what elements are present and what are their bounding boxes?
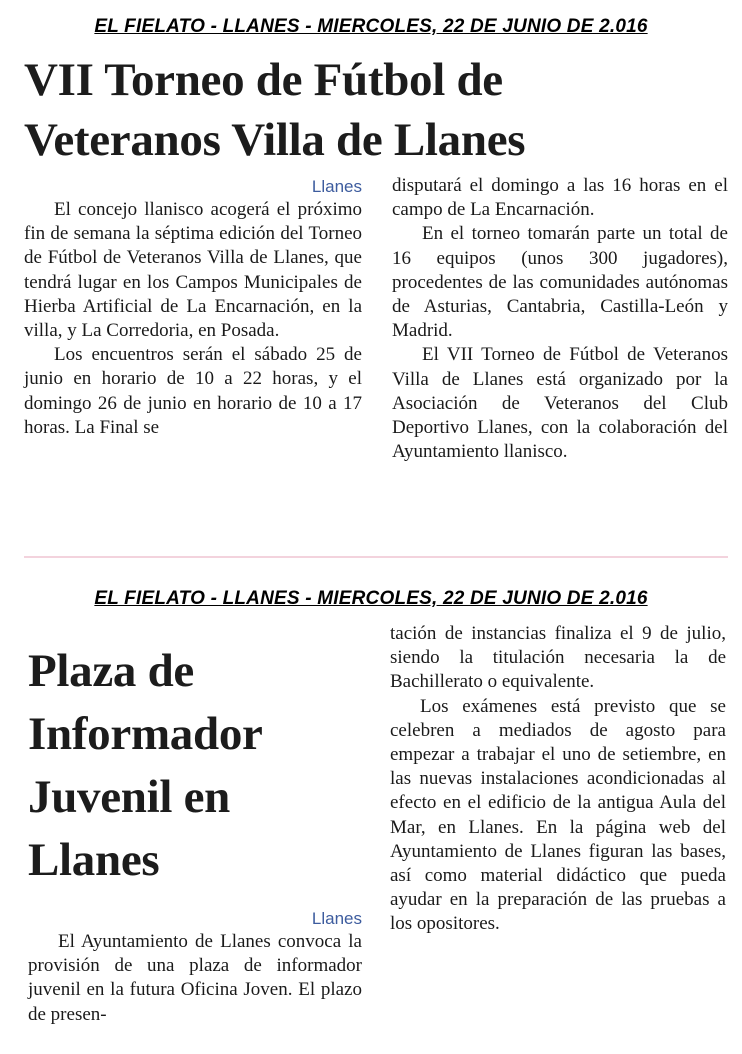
article1-headline-line2: Veteranos Villa de Llanes — [24, 114, 526, 166]
article2-paragraph: Los exámenes está previsto que se celebren a mediados de agosto para empezar a trabajar el uno de setiembre, en las nuevas instalaciones acondicionadas al efecto en el edificio de la antigua Aula del Mar, en Llanes. En la página web del Ayuntamiento de Llanes figuran las bases, así como material didáctico que pueda ayudar en la preparación de las pruebas a los opositores. — [390, 695, 726, 935]
article1-dateline: EL FIELATO - LLANES - MIERCOLES, 22 DE JUNIO DE 2.016 — [94, 16, 648, 37]
article2-headline — [28, 640, 263, 892]
article1-paragraph: En el torneo tomarán parte un total de 16 equipos (unos 300 jugadores), procedentes de las comunidades autónomas de Asturias, Cantabria, Castilla-León y Madrid. — [392, 223, 728, 342]
article1-headline — [24, 50, 525, 170]
article2-paragraph: tación de instancias finaliza el 9 de julio, siendo la titulación necesaria la de Bachillerato o equivalente. — [390, 623, 726, 693]
article2-headline-line2: Informador — [28, 708, 263, 760]
article2-paragraph: El Ayuntamiento de Llanes convoca la provisión de una plaza de informador juvenil en la futura Oficina Joven. El plazo de presen- — [28, 931, 362, 1025]
article1-paragraph: El VII Torneo de Fútbol de Veteranos Villa de Llanes está organizado por la Asociación de Veteranos del Club Deportivo Llanes, con la colaboración del Ayuntamiento llanisco. — [392, 344, 728, 463]
article1-column-2 — [392, 174, 728, 464]
article2-column-1 — [28, 908, 362, 1027]
section-divider — [24, 556, 728, 558]
article2-dateline: EL FIELATO - LLANES - MIERCOLES, 22 DE JUNIO DE 2.016 — [94, 588, 648, 609]
article2-location: Llanes — [311, 909, 362, 928]
article1-paragraph: disputará el domingo a las 16 horas en el campo de La Encarnación. — [392, 175, 728, 221]
article1-paragraph: Los encuentros serán el sábado 25 de junio en horario de 10 a 22 horas, y el domingo 26 de junio en horario de 10 a 17 horas. La Final se — [24, 344, 362, 438]
article2-headline-line4: Llanes — [28, 834, 160, 886]
article1-paragraph: El concejo llanisco acogerá el próximo fin de semana la séptima edición del Torneo de Fútbol de Veteranos Villa de Llanes, que tendrá lugar en los Campos Municipales de Hierba Artificial de La Encarnación, en la villa, y La Corredoria, en Posada. — [24, 199, 362, 342]
article2-column-2 — [390, 622, 726, 937]
article1-column-1 — [24, 176, 362, 440]
article1-headline-line1: VII Torneo de Fútbol de — [24, 54, 503, 106]
article2-headline-line1: Plaza de — [28, 645, 194, 697]
article2-headline-line3: Juvenil en — [28, 771, 231, 823]
article1-location: Llanes — [311, 177, 362, 196]
